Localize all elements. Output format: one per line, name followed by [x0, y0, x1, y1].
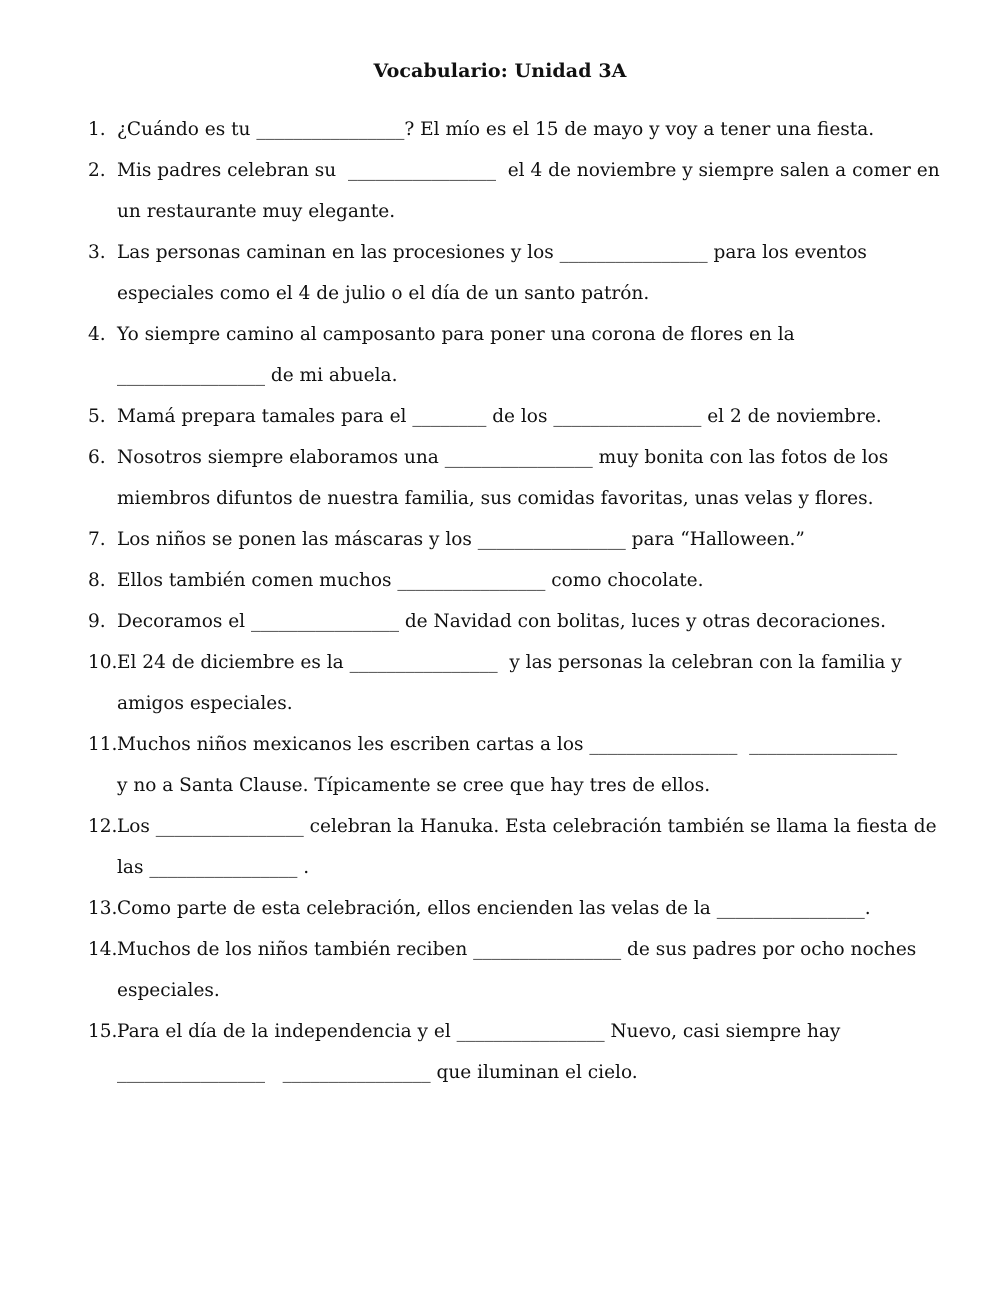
question-number: 4. — [88, 324, 106, 345]
question-text-line: Ellos también comen muchos ________________ como chocolate. — [117, 570, 704, 591]
question-item — [0, 642, 1000, 724]
question-item — [0, 437, 1000, 519]
question-number: 14. — [88, 939, 118, 960]
question-item — [0, 929, 1000, 1011]
worksheet-title: Vocabulario: Unidad 3A — [373, 60, 627, 82]
question-item — [0, 601, 1000, 642]
question-text-line: ¿Cuándo es tu ________________? El mío es el 15 de mayo y voy a tener una fiesta. — [117, 119, 875, 140]
question-number: 13. — [88, 898, 118, 919]
question-text-line: Como parte de esta celebración, ellos encienden las velas de la ________________. — [117, 898, 871, 919]
question-item — [0, 1011, 1000, 1093]
question-text-line: especiales como el 4 de julio o el día de un santo patrón. — [117, 283, 650, 304]
question-text-line: las ________________ . — [117, 857, 310, 878]
question-text-line: El 24 de diciembre es la ________________ y las personas la celebran con la familia y — [117, 652, 902, 673]
question-item — [0, 806, 1000, 888]
question-number: 8. — [88, 570, 106, 591]
question-item — [0, 888, 1000, 929]
question-text-line: Muchos niños mexicanos les escriben cartas a los ________________ ________________ — [117, 734, 898, 755]
question-number: 11. — [88, 734, 118, 755]
question-number: 12. — [88, 816, 118, 837]
question-text-line: Decoramos el ________________ de Navidad con bolitas, luces y otras decoraciones. — [117, 611, 886, 632]
question-item — [0, 519, 1000, 560]
question-item — [0, 314, 1000, 396]
question-text-line: especiales. — [117, 980, 220, 1001]
question-text-line: Los ________________ celebran la Hanuka. Esta celebración también se llama la fiesta de — [117, 816, 937, 837]
question-text-line: un restaurante muy elegante. — [117, 201, 396, 222]
question-item — [0, 396, 1000, 437]
question-number: 15. — [88, 1021, 118, 1042]
question-item — [0, 724, 1000, 806]
question-text-line: Muchos de los niños también reciben ________________ de sus padres por ocho noches — [117, 939, 917, 960]
question-number: 5. — [88, 406, 106, 427]
question-item — [0, 150, 1000, 232]
question-text-line: amigos especiales. — [117, 693, 293, 714]
question-text-line: Mamá prepara tamales para el ________ de los ________________ el 2 de noviembre. — [117, 406, 882, 427]
question-text-line: ________________ ________________ que iluminan el cielo. — [117, 1062, 638, 1083]
question-number: 3. — [88, 242, 106, 263]
question-number: 7. — [88, 529, 106, 550]
question-number: 9. — [88, 611, 106, 632]
question-text-line: Yo siempre camino al camposanto para poner una corona de flores en la — [117, 324, 795, 345]
question-number: 10. — [88, 652, 118, 673]
question-text-line: Para el día de la independencia y el ________________ Nuevo, casi siempre hay — [117, 1021, 841, 1042]
question-text-line: ________________ de mi abuela. — [117, 365, 398, 386]
question-item — [0, 109, 1000, 150]
question-number: 1. — [88, 119, 106, 140]
question-text-line: Las personas caminan en las procesiones y los ________________ para los eventos — [117, 242, 867, 263]
question-text-line: y no a Santa Clause. Típicamente se cree que hay tres de ellos. — [117, 775, 711, 796]
question-item — [0, 232, 1000, 314]
question-number: 2. — [88, 160, 106, 181]
question-text-line: Mis padres celebran su ________________ el 4 de noviembre y siempre salen a comer en — [117, 160, 940, 181]
question-text-line: miembros difuntos de nuestra familia, sus comidas favoritas, unas velas y flores. — [117, 488, 874, 509]
question-text-line: Nosotros siempre elaboramos una ________________ muy bonita con las fotos de los — [117, 447, 889, 468]
question-number: 6. — [88, 447, 106, 468]
question-text-line: Los niños se ponen las máscaras y los ________________ para “Halloween.” — [117, 529, 805, 550]
question-item — [0, 560, 1000, 601]
